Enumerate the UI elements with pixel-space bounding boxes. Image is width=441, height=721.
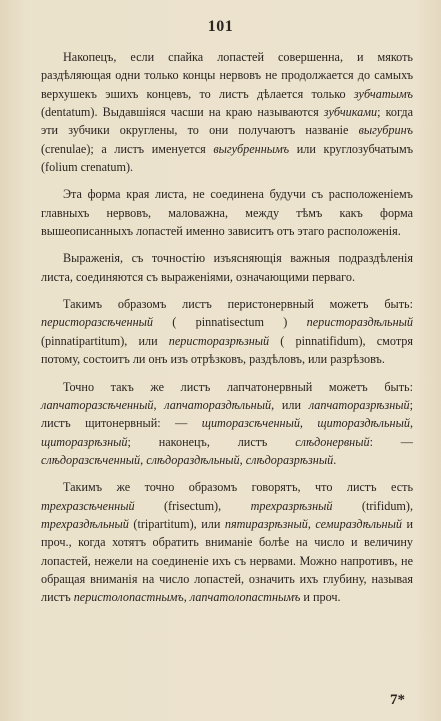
italic-term: трехраздѣльный [41,516,129,531]
italic-term: лапчаторазсѣченный [41,397,154,412]
text-run: ( pinnatifidum), смотря потому, состоитъ ли онъ изъ отрѣзковъ, раздѣловъ, или разрѣзовъ. [41,333,413,367]
text-run: , [239,452,246,467]
signature-mark: 7* [390,692,405,708]
text-run: Выраженія, съ точностію изъясняющія важныя подраздѣленія листа, соединяются съ выраженіями, означающими перваго. [41,251,413,284]
text-run: (pinnatipartitum), или [41,333,169,348]
text-run: . [333,452,337,467]
italic-term: лапчатолопастнымъ [189,590,301,605]
body-text [41,48,413,616]
text-run: и проч., когда хотятъ обратить вниманіе болѣе на число и величину лопастей, нежели на соединеніе ихъ съ нервами. Можно напротивъ, не обращая вниманія на число лопастей, означить ихъ глубину, называя листъ [41,516,413,605]
text-run: Накопецъ, если спайка лопастей совершенна, и мякоть раздѣляющая одни только концы нервовъ не продолжается до самыхъ верхушекъ эшихъ концевъ, то листъ дѣлается только [41,50,413,101]
italic-term: пятиразрѣзный [224,516,308,531]
italic-term: перистолопастнымъ [73,590,184,605]
text-run: Точно такъ же листъ лапчатонервный можетъ быть: [63,379,413,394]
text-run: , [409,416,413,431]
text-run: ; когда эти зубчики округлены, то они получаютъ названіе [41,105,413,138]
paragraph [41,48,413,176]
italic-term: зубчиками [323,105,378,120]
text-run: Эта форма края листа, не соединена будучи съ расположеніемъ главныхъ нервовъ, маловажна, между тѣмъ какъ форма вышеописанныхъ лопастей именно зависитъ отъ этаго расположенія. [41,187,413,239]
text-run: (tripartitum), или [128,516,225,531]
italic-term: щиторазрѣзный [41,434,128,449]
paragraph [41,185,413,240]
italic-term: слѣдонервный [295,434,370,449]
page-number: 101 [207,18,234,35]
italic-term: лапчатораздѣльный [164,397,272,412]
italic-term: выгубреннымъ [213,141,290,156]
italic-term: слѣдораздѣльный [146,452,240,467]
italic-term: слѣдоразрѣзный [245,452,334,467]
paragraph [41,378,413,470]
text-run: (trifidum), [332,498,413,513]
text-run: , или [271,397,309,412]
italic-term: слѣдоразсѣченный [41,452,141,467]
italic-term: трехразрѣзный [250,498,333,513]
italic-term: щиторазсѣченный, щитораздѣльный [201,416,410,431]
italic-term: перистораздѣльный [306,315,413,330]
text-run: Такимъ же точно образомъ говорятъ, что листъ есть [63,480,413,495]
text-run: , [153,397,165,412]
paragraph [41,295,413,368]
text-run: или круглозубчатымъ (folium crenatum). [41,141,414,175]
text-run: Такимъ образомъ листъ перистонервный можетъ быть: [63,297,413,312]
text-run: , [307,516,316,531]
text-run: , [183,590,190,605]
paragraph [41,478,413,606]
text-run: (dentatum). Выдавшіяся часши на краю называются [41,105,324,120]
italic-term: трехразсѣченный [41,498,135,513]
italic-term: зубчатымъ [353,86,413,101]
text-run: : — [369,434,413,449]
text-run: , [140,452,147,467]
text-run: ; наконецъ, листъ [127,434,296,449]
text-run: (frisectum), [134,498,251,513]
italic-term: перисторазрѣзный [168,333,270,348]
text-run: ; листъ щитонервный: — [41,397,413,431]
text-run: ( pinnatisectum ) [152,315,307,330]
italic-term: выгубринъ [358,123,413,138]
text-run: и проч. [300,590,341,605]
italic-term: семираздѣльный [315,516,402,531]
text-run: (crenulae); а листъ именуется [41,141,214,156]
paragraph [41,249,413,286]
italic-term: перисторазсѣченный [41,315,153,330]
italic-term: лапчаторазрѣзный [308,397,410,412]
